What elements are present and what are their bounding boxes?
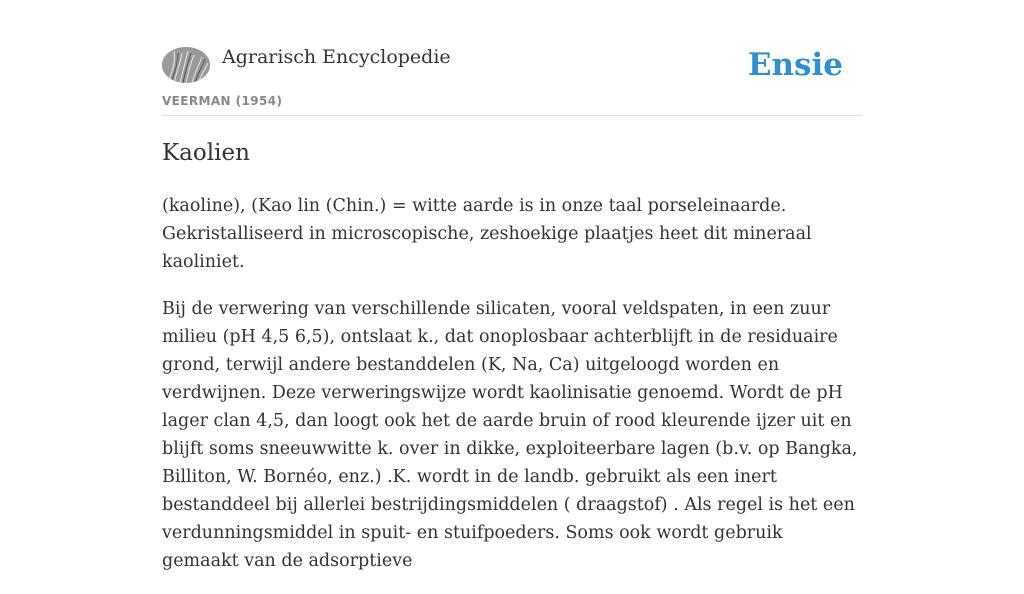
header — [162, 0, 862, 116]
page — [162, 0, 862, 571]
article-title: Kaolien — [162, 140, 250, 166]
article-body — [162, 192, 862, 594]
brand-logo[interactable]: Ensie — [747, 47, 843, 83]
article-paragraph: (kaoline), (Kao lin (Chin.) = witte aarde is in onze taal porseleinaarde. Gekristalliseerd in microscopische, zeshoekige plaatjes heet dit mineraal kaoliniet. — [162, 196, 812, 272]
publication-name[interactable]: Agrarisch Encyclopedie — [222, 46, 451, 68]
wheat-engraving-icon[interactable] — [162, 47, 210, 83]
edition-label: VEERMAN (1954) — [162, 94, 283, 108]
article-paragraph: Bij de verwering van verschillende silicaten, vooral veldspaten, in een zuur milieu (pH 4,5 6,5), ontslaat k., dat onoplosbaar achterblijft in de residuaire grond, terwijl andere bestanddelen (K, Na, Ca) uitgeloogd worden en verdwijnen. Deze verweringswijze wordt kaolinisatie genoemd. Wordt de pH lager clan 4,5, dan loogt ook het de aarde bruin of rood kleurende ijzer uit en blijft soms sneeuwwitte k. over in dikke, exploiteerbare lagen (b.v. op Bangka, Billiton, W. Bornéo, enz.) .K. wordt in de landb. gebruikt als een inert bestanddeel bij allerlei bestrijdingsmiddelen ( draagstof) . Als regel is het een verdunningsmiddel in spuit- en stuifpoeders. Soms ook wordt gebruik gemaakt van de adsorptieve — [162, 299, 858, 571]
